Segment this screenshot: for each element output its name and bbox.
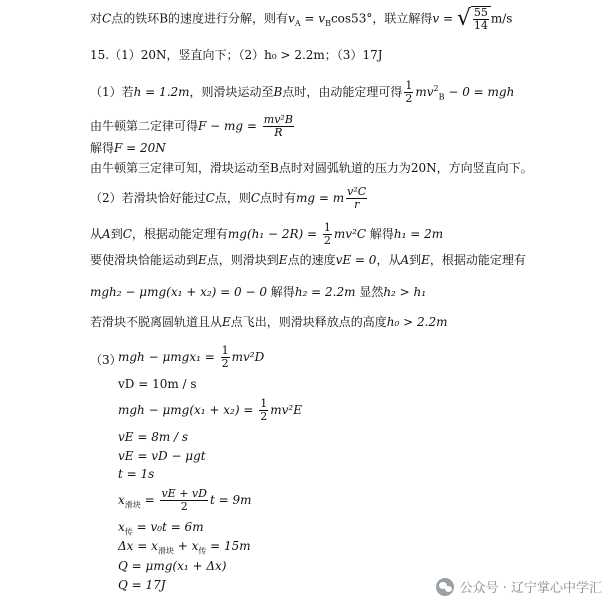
point-c: C (102, 11, 112, 26)
p2-l5-b: E (222, 315, 231, 329)
part3-eq8 (118, 520, 204, 537)
p1-l2-a: 由牛顿第二定律可得 (90, 119, 199, 133)
equals-sign: = (439, 11, 457, 26)
p1-l3-a: 解得 (90, 141, 115, 155)
fraction-num: vE + vD (161, 487, 207, 500)
p2-l3-h: A (400, 253, 410, 267)
p2-l2-h: 解得 (366, 227, 394, 241)
p2-l4-a: mgh₂ − μmg(x₁ + x₂) = 0 − 0 (90, 285, 267, 299)
sub-b: B (325, 18, 331, 28)
fraction-avg (160, 488, 208, 513)
part3-eq7 (118, 488, 252, 513)
part3-eq4: vE = 8m / s (118, 430, 189, 444)
fraction-den: R (274, 126, 283, 139)
text-join: ，联立解得 (372, 11, 433, 26)
p2-l4-d: 显然 (355, 285, 384, 299)
p1-l1-f-sub: B (438, 92, 445, 102)
fraction-num: 1 (221, 344, 229, 357)
part1-line1: （1）若h = 1.2m，则滑块运动至B点时，由动能定理可得 $\frac{1}{2}$ $mv^2_B - 0$ = mgh (90, 79, 515, 105)
fraction-den: 2 (260, 410, 268, 423)
p2-l2-b: A (102, 227, 111, 241)
fraction-num: 1 (323, 221, 331, 234)
p2-l1-a: （2）若滑块恰好能过 (90, 191, 206, 205)
p2-l3-g: ，从 (376, 253, 401, 267)
p2-l5-c: 点飞出，则滑块释放点的高度 (230, 315, 387, 329)
p2-l1-f: mg = m (296, 191, 345, 205)
sqrt-expression: √ $\frac{55}{14}$ (457, 6, 491, 32)
p1-l3-b: F = 20N (114, 141, 166, 155)
p2-l2-g: mv²C (333, 227, 367, 241)
fraction-half (221, 345, 230, 370)
p2-l2-a: 从 (90, 227, 103, 241)
eq7-sub: 滑块 (124, 500, 141, 510)
part3-eq10: Q = μmg(x₁ + Δx) (118, 559, 227, 573)
part2-line3 (90, 252, 526, 268)
fraction-den: 2 (405, 92, 413, 105)
eq9-sub1: 滑块 (157, 546, 174, 556)
p2-l1-e: 点时有 (260, 191, 297, 205)
line-top-equation (90, 6, 512, 32)
eq9-c: = 15m (206, 539, 251, 553)
eq8-a: x (118, 520, 125, 534)
p2-l3-b: E (198, 253, 207, 267)
p1-l1-c: ，则滑块运动至 (189, 85, 274, 99)
p2-l2-c: 到 (110, 227, 123, 241)
fraction-den: 2 (221, 357, 229, 370)
p1-l1-d: B (273, 85, 283, 99)
p2-l1-c: 点，则 (214, 191, 251, 205)
p2-l3-a: 要使滑块恰能运动到 (90, 253, 199, 267)
fraction-half (259, 398, 268, 423)
text-pre: 对 (90, 11, 103, 26)
p2-l1-d: C (250, 191, 261, 205)
part1-line4: 由牛顿第三定律可知，滑块运动至B点时对圆弧轨道的压力为20N，方向竖直向下。 (90, 161, 533, 175)
sqrt-numerator: 55 (473, 6, 488, 19)
wechat-icon (436, 578, 454, 596)
eq7-b: = (140, 493, 159, 507)
part2-line1 (90, 186, 369, 211)
fraction-vc (346, 186, 367, 211)
p2-l2-f: mg(h₁ − 2R) = (227, 227, 321, 241)
fraction-num: mv²B (263, 113, 293, 126)
p2-l3-c: 点，则滑块到 (206, 253, 279, 267)
fraction-num: 1 (405, 79, 413, 92)
p2-l3-j: E (421, 253, 430, 267)
p2-l3-f: vE = 0 (335, 253, 377, 267)
p2-l2-d: C (122, 227, 132, 241)
fraction-num: 1 (260, 397, 268, 410)
part2-line4 (90, 284, 426, 300)
fraction-half (404, 80, 413, 105)
p1-l1-e: 点时，由动能定理可得 (282, 85, 403, 99)
p2-l3-k: ，根据动能定理有 (429, 253, 526, 267)
eq7-c: t = 9m (209, 493, 252, 507)
eq7-a: x (118, 493, 125, 507)
fraction-den: r (354, 198, 360, 211)
cos-term: cos53° (330, 11, 373, 26)
eq9-sub2: 传 (198, 546, 207, 556)
part3-eq6: t = 1s (118, 467, 155, 481)
part3-eq5: vE = vD − μgt (118, 449, 206, 463)
sqrt-denominator: 14 (473, 19, 488, 32)
v-symbol-2: v (432, 11, 440, 26)
eq1-b: mv²D (231, 350, 265, 364)
p1-l1-g: − 0 = mgh (444, 85, 515, 99)
p1-l1-a: （1）若 (90, 85, 134, 99)
p2-l4-e: h₂ > h₁ (383, 285, 427, 299)
eq1-a: mgh − μmgx₁ = (118, 350, 219, 364)
p2-l5-d: h₀ > 2.2m (386, 315, 448, 329)
eq8-b: = v₀t = 6m (132, 520, 204, 534)
p1-l1-f: mv (415, 85, 434, 99)
eq-equals-v: = v (300, 11, 326, 26)
fraction-num: v²C (347, 185, 367, 198)
p2-l5-a: 若滑块不脱离圆轨道且从 (90, 315, 223, 329)
eq8-sub: 传 (124, 527, 133, 537)
part2-line5 (90, 314, 447, 330)
v-symbol: v (288, 11, 295, 26)
p2-l3-d: E (278, 253, 288, 267)
p2-l2-e: ，根据动能定理有 (131, 227, 228, 241)
part2-line2 (90, 222, 443, 247)
part1-line3 (90, 140, 166, 156)
fraction-den: 2 (323, 234, 331, 247)
unit-ms: m/s (490, 11, 513, 26)
p2-l2-i: h₁ = 2m (393, 227, 444, 241)
fraction-half (323, 222, 332, 247)
fraction-den: 2 (180, 500, 188, 513)
p2-l4-b: 解得 (266, 285, 295, 299)
p1-l1-b: h = 1.2m (133, 85, 190, 99)
part3-label: （3） (90, 353, 122, 367)
eq9-b: + x (173, 539, 199, 553)
part3-eq3 (118, 398, 302, 423)
sub-a: A (294, 18, 301, 28)
text-mid: 点的铁环B的速度进行分解，则有 (111, 11, 289, 26)
fraction-force (263, 114, 294, 139)
watermark-text: 公众号 · 辽宁掌心中学汇 (459, 581, 602, 596)
watermark (436, 577, 602, 596)
eq3-a: mgh − μmg(x₁ + x₂) = (118, 403, 258, 417)
part3-eq2: vD = 10m / s (118, 377, 197, 391)
part3-eq9 (118, 539, 251, 556)
part3-eq1 (118, 345, 264, 370)
eq9-a: Δx = x (118, 539, 158, 553)
answer-header: 15.（1）20N，竖直向下；（2）h₀ > 2.2m；（3）17J (90, 48, 383, 62)
eq3-b: mv²E (270, 403, 302, 417)
p2-l3-i: 到 (409, 253, 422, 267)
p2-l4-c: h₂ = 2.2m (294, 285, 356, 299)
p2-l1-b: C (205, 191, 215, 205)
part3-eq11: Q = 17J (118, 578, 166, 592)
part1-line2 (90, 114, 296, 139)
p1-l2-b: F − mg = (198, 119, 261, 133)
p2-l3-e: 点的速度 (287, 253, 336, 267)
